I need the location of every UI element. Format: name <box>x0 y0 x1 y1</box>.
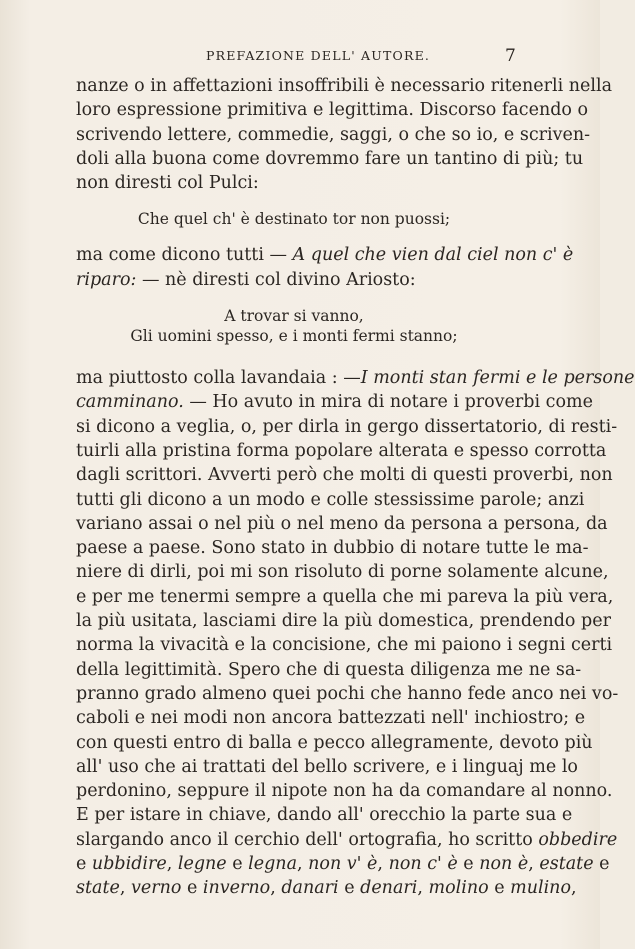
italic-word: state <box>76 878 120 899</box>
italic-word: danari <box>281 878 339 899</box>
text-line: norma la vivacità e la concisione, che mi paiono i segni certi <box>76 635 613 656</box>
text-line: scrivendo lettere, commedie, saggi, o che so io, e scriven- <box>76 124 591 145</box>
text-run: — nè diresti col divino Ariosto: <box>136 269 416 290</box>
text-line: all' uso che ai trattati del bello scrivere, e i linguaj me lo <box>76 756 578 777</box>
text-line <box>76 852 610 876</box>
verse-quote-ariosto-2: Gli uomini spesso, e i monti fermi stanno; <box>130 327 458 346</box>
text-line: doli alla buona come dovremmo fare un tantino di più; tu <box>76 148 584 169</box>
italic-word: obbedire <box>538 829 618 850</box>
italic-word: legne <box>177 854 227 875</box>
text-line <box>76 268 512 292</box>
text-run: ma come dicono tutti — <box>76 245 293 266</box>
text-line <box>76 876 577 900</box>
page-body <box>76 74 635 901</box>
text-run: , <box>377 854 389 875</box>
text-line: non diresti col Pulci: <box>76 173 259 194</box>
text-run: , <box>119 878 131 899</box>
italic-word: ubbidire <box>91 854 167 875</box>
italic-word: non c' è <box>388 854 458 875</box>
text-line: dagli scrittori. Avverti però che molti di questi proverbi, non <box>76 465 613 486</box>
text-line: e per me tenermi sempre a quella che mi pareva la più vera, <box>76 586 614 607</box>
text-line <box>76 828 618 852</box>
italic-word: non è <box>479 854 529 875</box>
text-run: , <box>166 854 178 875</box>
text-run: , <box>571 878 577 899</box>
text-line <box>76 390 593 414</box>
text-line: tutti gli dicono a un modo e colle stessissime parole; anzi <box>76 489 585 510</box>
italic-proverb: camminano. <box>76 392 184 413</box>
text-line: perdonino, seppure il nipote non ha da comandare al nonno. <box>76 781 613 802</box>
text-line: nanze o in affettazioni insoffribili è necessario ritenerli nella <box>76 76 612 96</box>
text-run: , <box>417 878 429 899</box>
text-run: e <box>457 854 480 875</box>
text-line: la più usitata, lasciami dire la più domestica, prendendo per <box>76 611 611 632</box>
text-line: della legittimità. Spero che di questa diligenza me ne sa- <box>76 659 582 680</box>
text-line: paese a paese. Sono stato in dubbio di notare tutte le ma- <box>76 538 589 559</box>
text-run: ma piuttosto colla lavandaia : — <box>76 368 361 389</box>
verse-quote-ariosto-1: A trovar si vanno, <box>224 307 364 326</box>
text-run: — Ho avuto in mira di notare i proverbi come <box>183 392 593 413</box>
italic-word: legna <box>248 854 298 875</box>
text-line: pranno grado almeno quei pochi che hanno fede anco nei vo- <box>76 683 619 704</box>
italic-word: verno <box>130 878 182 899</box>
italic-word: estate <box>539 854 594 875</box>
text-line: con questi entro di balla e pecco allegramente, devoto più <box>76 732 593 753</box>
text-run: e <box>76 854 92 875</box>
italic-proverb: riparo: <box>76 269 137 290</box>
text-run: e <box>593 854 610 875</box>
verse-quote-pulci: Che quel ch' è destinato tor non puossi; <box>137 210 451 229</box>
italic-word: non v' è <box>308 854 378 875</box>
page-number: 7 <box>505 46 516 66</box>
text-run: , <box>297 854 309 875</box>
text-run: , <box>528 854 540 875</box>
text-line: si dicono a veglia, o, per dirla in gergo dissertatorio, di resti- <box>76 416 618 437</box>
text-run: e <box>488 878 511 899</box>
page-header <box>0 48 600 70</box>
text-run: e <box>338 878 361 899</box>
italic-word: molino <box>428 878 489 899</box>
italic-proverb: I monti stan fermi e le persone <box>360 368 635 389</box>
italic-word: denari <box>360 878 418 899</box>
text-line <box>76 243 574 267</box>
text-run: e <box>181 878 203 899</box>
text-line: niere di dirli, poi mi son risoluto di porne solamente alcune, <box>76 562 609 583</box>
running-title: PREFAZIONE DELL' AUTORE. <box>206 48 431 63</box>
italic-word: inverno <box>202 878 271 899</box>
text-line: E per istare in chiave, dando all' orecchio la parte sua e <box>76 805 573 826</box>
text-run: slargando anco il cerchio dell' ortografia, ho scritto <box>76 829 533 850</box>
italic-proverb: A quel che vien dal ciel non c' è <box>292 245 574 266</box>
text-run: , <box>270 878 282 899</box>
text-run: e <box>226 854 249 875</box>
text-line: tuirli alla pristina forma popolare alterata e spesso corrotta <box>76 440 607 461</box>
text-line: variano assai o nel più o nel meno da persona a persona, da <box>76 513 608 534</box>
text-line: caboli e nei modi non ancora battezzati nell' inchiostro; e <box>76 708 586 729</box>
italic-word: mulino <box>510 878 571 899</box>
text-line <box>76 366 635 390</box>
text-line: loro espressione primitiva e legittima. Discorso facendo o <box>76 100 589 121</box>
